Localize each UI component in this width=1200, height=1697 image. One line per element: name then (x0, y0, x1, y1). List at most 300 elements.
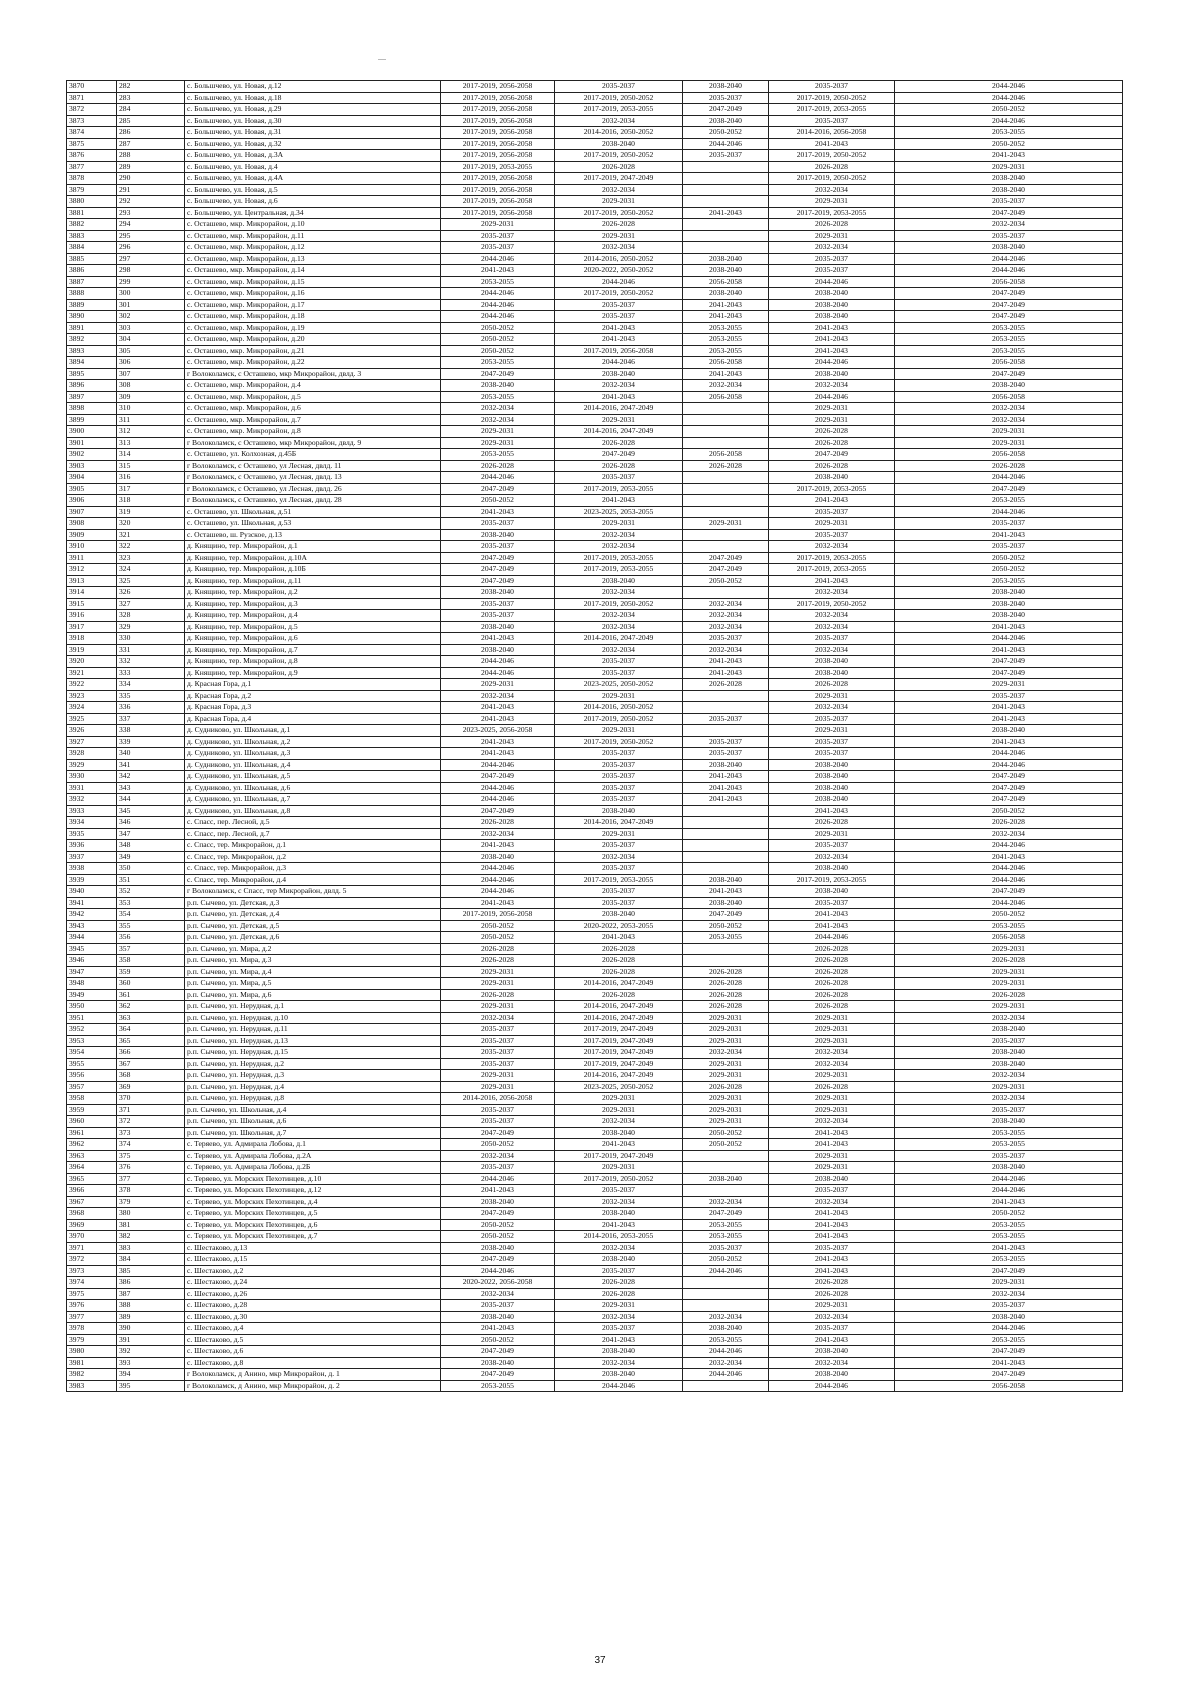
cell-num: 3914 (67, 587, 117, 599)
cell-period_1: 2017-2019, 2056-2058 (441, 196, 555, 208)
cell-period_1: 2047-2049 (441, 1254, 555, 1266)
cell-period_2: 2038-2040 (555, 368, 683, 380)
cell-period_1: 2035-2037 (441, 518, 555, 530)
cell-address: с. Теряево, ул. Морских Пехотинцев, д.4 (185, 1196, 441, 1208)
cell-period_3 (683, 1380, 769, 1392)
cell-num: 3954 (67, 1047, 117, 1059)
table-row (67, 1024, 1123, 1036)
cell-idx: 296 (117, 242, 185, 254)
cell-period_4: 2029-2031 (769, 518, 895, 530)
cell-period_4: 2032-2034 (769, 621, 895, 633)
table-row (67, 1277, 1123, 1289)
cell-address: с. Спасс, пер. Лесной, д.5 (185, 817, 441, 829)
cell-period_3: 2053-2055 (683, 1219, 769, 1231)
cell-period_4: 2029-2031 (769, 1093, 895, 1105)
cell-idx: 344 (117, 794, 185, 806)
cell-period_5: 2029-2031 (895, 426, 1123, 438)
cell-period_4: 2029-2031 (769, 1035, 895, 1047)
cell-idx: 352 (117, 886, 185, 898)
cell-address: р.п. Сычево, ул. Мира, д.2 (185, 943, 441, 955)
cell-period_5: 2041-2043 (895, 702, 1123, 714)
cell-idx: 375 (117, 1150, 185, 1162)
cell-period_5: 2032-2034 (895, 1070, 1123, 1082)
cell-period_2: 2026-2028 (555, 966, 683, 978)
cell-period_4: 2029-2031 (769, 1070, 895, 1082)
cell-period_2: 2035-2037 (555, 886, 683, 898)
cell-num: 3883 (67, 230, 117, 242)
table-row (67, 426, 1123, 438)
cell-period_4: 2038-2040 (769, 759, 895, 771)
cell-num: 3927 (67, 736, 117, 748)
cell-period_5: 2041-2043 (895, 1196, 1123, 1208)
cell-idx: 312 (117, 426, 185, 438)
cell-num: 3947 (67, 966, 117, 978)
cell-idx: 358 (117, 955, 185, 967)
cell-period_5: 2029-2031 (895, 1277, 1123, 1289)
cell-period_3: 2035-2037 (683, 713, 769, 725)
cell-period_5: 2044-2046 (895, 863, 1123, 875)
cell-num: 3972 (67, 1254, 117, 1266)
cell-period_1: 2044-2046 (441, 288, 555, 300)
cell-period_3 (683, 196, 769, 208)
cell-period_1: 2032-2034 (441, 414, 555, 426)
cell-num: 3937 (67, 851, 117, 863)
cell-period_1: 2032-2034 (441, 828, 555, 840)
cell-period_3 (683, 472, 769, 484)
cell-period_4: 2032-2034 (769, 1311, 895, 1323)
cell-num: 3874 (67, 127, 117, 139)
table-row (67, 518, 1123, 530)
cell-period_4: 2041-2043 (769, 345, 895, 357)
cell-period_5: 2053-2055 (895, 127, 1123, 139)
cell-period_4: 2032-2034 (769, 610, 895, 622)
cell-period_3: 2056-2058 (683, 357, 769, 369)
cell-period_5: 2047-2049 (895, 794, 1123, 806)
cell-period_1: 2038-2040 (441, 1311, 555, 1323)
cell-num: 3895 (67, 368, 117, 380)
cell-period_1: 2032-2034 (441, 1288, 555, 1300)
cell-num: 3893 (67, 345, 117, 357)
cell-idx: 342 (117, 771, 185, 783)
cell-period_4: 2038-2040 (769, 472, 895, 484)
cell-num: 3971 (67, 1242, 117, 1254)
cell-address: д. Судниково, ул. Школьная, д.2 (185, 736, 441, 748)
cell-address: с. Шестаково, д.8 (185, 1357, 441, 1369)
cell-period_5: 2032-2034 (895, 219, 1123, 231)
cell-idx: 304 (117, 334, 185, 346)
cell-period_3: 2032-2034 (683, 380, 769, 392)
cell-idx: 382 (117, 1231, 185, 1243)
cell-period_3: 2026-2028 (683, 679, 769, 691)
cell-idx: 395 (117, 1380, 185, 1392)
cell-period_3: 2029-2031 (683, 1035, 769, 1047)
cell-period_2: 2014-2016, 2050-2052 (555, 702, 683, 714)
cell-period_5: 2044-2046 (895, 1173, 1123, 1185)
cell-period_4: 2035-2037 (769, 529, 895, 541)
cell-period_2: 2029-2031 (555, 518, 683, 530)
cell-period_1: 2038-2040 (441, 1357, 555, 1369)
cell-period_3: 2032-2034 (683, 598, 769, 610)
cell-idx: 339 (117, 736, 185, 748)
cell-period_4: 2041-2043 (769, 909, 895, 921)
cell-period_5: 2047-2049 (895, 1346, 1123, 1358)
cell-address: р.п. Сычево, ул. Детская, д.6 (185, 932, 441, 944)
table-row (67, 1380, 1123, 1392)
cell-address: с. Осташево, мкр. Микрорайон, д.22 (185, 357, 441, 369)
cell-period_2: 2041-2043 (555, 495, 683, 507)
cell-num: 3940 (67, 886, 117, 898)
cell-period_3: 2029-2031 (683, 1058, 769, 1070)
cell-period_3 (683, 173, 769, 185)
table-row (67, 1242, 1123, 1254)
cell-period_4: 2035-2037 (769, 713, 895, 725)
cell-address: с. Осташево, мкр. Микрорайон, д.4 (185, 380, 441, 392)
cell-address: р.п. Сычево, ул. Школьная, д.4 (185, 1104, 441, 1116)
cell-num: 3873 (67, 115, 117, 127)
cell-period_3: 2041-2043 (683, 656, 769, 668)
table-row (67, 817, 1123, 829)
cell-period_2: 2017-2019, 2053-2055 (555, 874, 683, 886)
cell-period_1: 2047-2049 (441, 368, 555, 380)
table-row (67, 851, 1123, 863)
cell-period_1: 2047-2049 (441, 575, 555, 587)
cell-period_1: 2050-2052 (441, 322, 555, 334)
cell-period_3: 2032-2034 (683, 621, 769, 633)
cell-address: р.п. Сычево, ул. Мира, д.5 (185, 978, 441, 990)
cell-num: 3931 (67, 782, 117, 794)
cell-period_2: 2014-2016, 2047-2049 (555, 1012, 683, 1024)
cell-idx: 346 (117, 817, 185, 829)
cell-period_1: 2029-2031 (441, 437, 555, 449)
cell-idx: 289 (117, 161, 185, 173)
cell-idx: 359 (117, 966, 185, 978)
cell-period_4: 2035-2037 (769, 1242, 895, 1254)
cell-num: 3952 (67, 1024, 117, 1036)
cell-period_4: 2038-2040 (769, 886, 895, 898)
cell-period_4: 2041-2043 (769, 1334, 895, 1346)
cell-address: д. Княщино, тер. Микрорайон, д.6 (185, 633, 441, 645)
cell-num: 3983 (67, 1380, 117, 1392)
cell-period_4: 2026-2028 (769, 955, 895, 967)
table-row (67, 702, 1123, 714)
cell-period_5: 2041-2043 (895, 621, 1123, 633)
cell-period_5: 2041-2043 (895, 851, 1123, 863)
cell-period_2: 2038-2040 (555, 575, 683, 587)
cell-period_2: 2026-2028 (555, 161, 683, 173)
cell-num: 3881 (67, 207, 117, 219)
cell-num: 3897 (67, 391, 117, 403)
cell-idx: 333 (117, 667, 185, 679)
cell-period_2: 2017-2019, 2053-2055 (555, 483, 683, 495)
cell-period_5: 2038-2040 (895, 1047, 1123, 1059)
cell-idx: 328 (117, 610, 185, 622)
cell-period_3 (683, 955, 769, 967)
cell-period_4: 2044-2046 (769, 391, 895, 403)
table-body (67, 81, 1123, 1392)
cell-address: г Волоколамск, с Осташево, ул Лесная, двлд. 28 (185, 495, 441, 507)
cell-num: 3959 (67, 1104, 117, 1116)
cell-num: 3909 (67, 529, 117, 541)
cell-address: д. Судниково, ул. Школьная, д.6 (185, 782, 441, 794)
cell-num: 3917 (67, 621, 117, 633)
cell-idx: 392 (117, 1346, 185, 1358)
cell-num: 3911 (67, 552, 117, 564)
cell-period_2: 2032-2034 (555, 851, 683, 863)
cell-period_2: 2032-2034 (555, 587, 683, 599)
cell-period_1: 2020-2022, 2056-2058 (441, 1277, 555, 1289)
cell-period_2: 2032-2034 (555, 242, 683, 254)
cell-num: 3916 (67, 610, 117, 622)
cell-period_1: 2041-2043 (441, 702, 555, 714)
cell-period_3: 2029-2031 (683, 1104, 769, 1116)
cell-num: 3960 (67, 1116, 117, 1128)
cell-idx: 376 (117, 1162, 185, 1174)
cell-address: с. Большчево, ул. Новая, д.31 (185, 127, 441, 139)
cell-period_1: 2026-2028 (441, 460, 555, 472)
table-row (67, 828, 1123, 840)
cell-period_4: 2038-2040 (769, 667, 895, 679)
cell-period_2: 2035-2037 (555, 863, 683, 875)
cell-period_3 (683, 828, 769, 840)
cell-period_5: 2035-2037 (895, 1035, 1123, 1047)
cell-period_3 (683, 483, 769, 495)
cell-num: 3898 (67, 403, 117, 415)
cell-period_2: 2038-2040 (555, 1127, 683, 1139)
cell-period_1: 2041-2043 (441, 713, 555, 725)
cell-period_3: 2053-2055 (683, 1334, 769, 1346)
cell-period_4: 2038-2040 (769, 368, 895, 380)
cell-num: 3918 (67, 633, 117, 645)
cell-num: 3949 (67, 989, 117, 1001)
cell-period_2: 2014-2016, 2047-2049 (555, 426, 683, 438)
cell-idx: 372 (117, 1116, 185, 1128)
cell-num: 3908 (67, 518, 117, 530)
cell-period_4: 2029-2031 (769, 828, 895, 840)
cell-period_1: 2017-2019, 2056-2058 (441, 81, 555, 93)
cell-period_5: 2050-2052 (895, 564, 1123, 576)
cell-period_5: 2053-2055 (895, 1127, 1123, 1139)
cell-num: 3929 (67, 759, 117, 771)
cell-period_3 (683, 587, 769, 599)
table-row (67, 207, 1123, 219)
cell-period_5: 2050-2052 (895, 138, 1123, 150)
cell-idx: 308 (117, 380, 185, 392)
cell-idx: 386 (117, 1277, 185, 1289)
cell-period_5: 2053-2055 (895, 495, 1123, 507)
cell-num: 3941 (67, 897, 117, 909)
cell-period_3: 2050-2052 (683, 1254, 769, 1266)
cell-period_3: 2038-2040 (683, 1323, 769, 1335)
cell-address: с. Осташево, мкр. Микрорайон, д.13 (185, 253, 441, 265)
cell-period_3: 2044-2046 (683, 1369, 769, 1381)
cell-period_5: 2053-2055 (895, 322, 1123, 334)
cell-period_1: 2050-2052 (441, 1231, 555, 1243)
cell-address: р.п. Сычево, ул. Школьная, д.6 (185, 1116, 441, 1128)
cell-period_4: 2026-2028 (769, 679, 895, 691)
cell-period_1: 2044-2046 (441, 472, 555, 484)
cell-period_1: 2047-2049 (441, 552, 555, 564)
page-number: 37 (594, 1655, 606, 1666)
cell-idx: 341 (117, 759, 185, 771)
cell-address: д. Судниково, ул. Школьная, д.1 (185, 725, 441, 737)
cell-period_3 (683, 1300, 769, 1312)
cell-address: с. Осташево, мкр. Микрорайон, д.11 (185, 230, 441, 242)
cell-period_5: 2029-2031 (895, 437, 1123, 449)
cell-period_1: 2035-2037 (441, 1035, 555, 1047)
cell-num: 3880 (67, 196, 117, 208)
cell-num: 3907 (67, 506, 117, 518)
cell-period_5: 2041-2043 (895, 1357, 1123, 1369)
cell-period_2: 2038-2040 (555, 1346, 683, 1358)
cell-period_4: 2032-2034 (769, 541, 895, 553)
table-row (67, 552, 1123, 564)
cell-period_1: 2017-2019, 2056-2058 (441, 92, 555, 104)
table-row (67, 633, 1123, 645)
cell-period_2: 2035-2037 (555, 771, 683, 783)
cell-period_3: 2041-2043 (683, 207, 769, 219)
cell-period_4: 2035-2037 (769, 633, 895, 645)
cell-period_1: 2017-2019, 2056-2058 (441, 127, 555, 139)
table-row (67, 299, 1123, 311)
cell-period_3 (683, 851, 769, 863)
cell-num: 3955 (67, 1058, 117, 1070)
cell-period_4: 2026-2028 (769, 426, 895, 438)
cell-idx: 340 (117, 748, 185, 760)
cell-period_1: 2035-2037 (441, 598, 555, 610)
cell-idx: 394 (117, 1369, 185, 1381)
cell-period_1: 2017-2019, 2056-2058 (441, 173, 555, 185)
cell-period_3: 2041-2043 (683, 771, 769, 783)
cell-period_3 (683, 943, 769, 955)
cell-address: с. Осташево, мкр. Микрорайон, д.6 (185, 403, 441, 415)
table-row (67, 529, 1123, 541)
cell-num: 3904 (67, 472, 117, 484)
table-row (67, 391, 1123, 403)
cell-num: 3896 (67, 380, 117, 392)
table-row (67, 989, 1123, 1001)
table-row (67, 495, 1123, 507)
cell-period_4: 2032-2034 (769, 1196, 895, 1208)
cell-period_3: 2047-2049 (683, 104, 769, 116)
table-row (67, 1231, 1123, 1243)
cell-period_3: 2041-2043 (683, 368, 769, 380)
table-row (67, 1265, 1123, 1277)
cell-period_5: 2038-2040 (895, 1024, 1123, 1036)
cell-period_2: 2029-2031 (555, 690, 683, 702)
cell-period_1: 2050-2052 (441, 334, 555, 346)
cell-period_5: 2056-2058 (895, 357, 1123, 369)
cell-num: 3885 (67, 253, 117, 265)
cell-period_2: 2029-2031 (555, 230, 683, 242)
cell-period_4: 2032-2034 (769, 644, 895, 656)
cell-period_2: 2017-2019, 2050-2052 (555, 598, 683, 610)
cell-period_5: 2053-2055 (895, 920, 1123, 932)
cell-idx: 360 (117, 978, 185, 990)
cell-period_2: 2017-2019, 2047-2049 (555, 1035, 683, 1047)
cell-period_5: 2029-2031 (895, 161, 1123, 173)
cell-period_1: 2053-2055 (441, 449, 555, 461)
cell-period_2: 2032-2034 (555, 644, 683, 656)
cell-period_2: 2044-2046 (555, 357, 683, 369)
cell-period_1: 2029-2031 (441, 1001, 555, 1013)
cell-period_4: 2029-2031 (769, 414, 895, 426)
table-row (67, 127, 1123, 139)
cell-num: 3901 (67, 437, 117, 449)
cell-address: с. Шестаково, д.26 (185, 1288, 441, 1300)
cell-period_1: 2044-2046 (441, 656, 555, 668)
cell-idx: 377 (117, 1173, 185, 1185)
cell-idx: 307 (117, 368, 185, 380)
cell-address: с. Осташево, мкр. Микрорайон, д.7 (185, 414, 441, 426)
cell-period_2: 2035-2037 (555, 656, 683, 668)
cell-period_5: 2038-2040 (895, 1058, 1123, 1070)
cell-period_5: 2047-2049 (895, 299, 1123, 311)
cell-period_4: 2035-2037 (769, 253, 895, 265)
table-row (67, 932, 1123, 944)
cell-period_3 (683, 230, 769, 242)
cell-period_1: 2041-2043 (441, 506, 555, 518)
cell-address: д. Княщино, тер. Микрорайон, д.5 (185, 621, 441, 633)
cell-period_1: 2035-2037 (441, 1162, 555, 1174)
table-row (67, 161, 1123, 173)
cell-idx: 300 (117, 288, 185, 300)
cell-period_4: 2029-2031 (769, 1012, 895, 1024)
cell-period_4: 2041-2043 (769, 334, 895, 346)
cell-period_4: 2038-2040 (769, 299, 895, 311)
cell-period_3: 2044-2046 (683, 138, 769, 150)
cell-idx: 389 (117, 1311, 185, 1323)
cell-num: 3882 (67, 219, 117, 231)
cell-period_5: 2053-2055 (895, 1219, 1123, 1231)
cell-period_4: 2038-2040 (769, 863, 895, 875)
cell-num: 3942 (67, 909, 117, 921)
cell-idx: 384 (117, 1254, 185, 1266)
cell-address: г Волоколамск, д Анино, мкр Микрорайон, д. 1 (185, 1369, 441, 1381)
cell-period_1: 2041-2043 (441, 1185, 555, 1197)
cell-num: 3886 (67, 265, 117, 277)
cell-period_4: 2017-2019, 2050-2052 (769, 92, 895, 104)
cell-num: 3919 (67, 644, 117, 656)
cell-period_2: 2026-2028 (555, 1277, 683, 1289)
cell-idx: 306 (117, 357, 185, 369)
cell-address: с. Осташево, мкр. Микрорайон, д.10 (185, 219, 441, 231)
cell-period_1: 2029-2031 (441, 679, 555, 691)
cell-period_3: 2032-2034 (683, 644, 769, 656)
cell-period_5: 2044-2046 (895, 840, 1123, 852)
cell-idx: 283 (117, 92, 185, 104)
cell-idx: 314 (117, 449, 185, 461)
cell-period_4: 2041-2043 (769, 1139, 895, 1151)
table-row (67, 288, 1123, 300)
cell-idx: 370 (117, 1093, 185, 1105)
table-row (67, 575, 1123, 587)
cell-period_1: 2041-2043 (441, 1323, 555, 1335)
cell-period_4: 2035-2037 (769, 265, 895, 277)
cell-period_4: 2044-2046 (769, 1380, 895, 1392)
cell-period_2: 2032-2034 (555, 1357, 683, 1369)
cell-period_3: 2050-2052 (683, 1127, 769, 1139)
cell-period_3: 2035-2037 (683, 736, 769, 748)
cell-address: с. Теряево, ул. Адмирала Лобова, д.2А (185, 1150, 441, 1162)
cell-period_1: 2035-2037 (441, 230, 555, 242)
cell-period_3 (683, 725, 769, 737)
cell-period_3: 2038-2040 (683, 253, 769, 265)
cell-period_1: 2029-2031 (441, 1081, 555, 1093)
cell-period_2: 2038-2040 (555, 138, 683, 150)
cell-address: с. Шестаково, д.4 (185, 1323, 441, 1335)
cell-period_5: 2047-2049 (895, 368, 1123, 380)
cell-period_3: 2047-2049 (683, 552, 769, 564)
